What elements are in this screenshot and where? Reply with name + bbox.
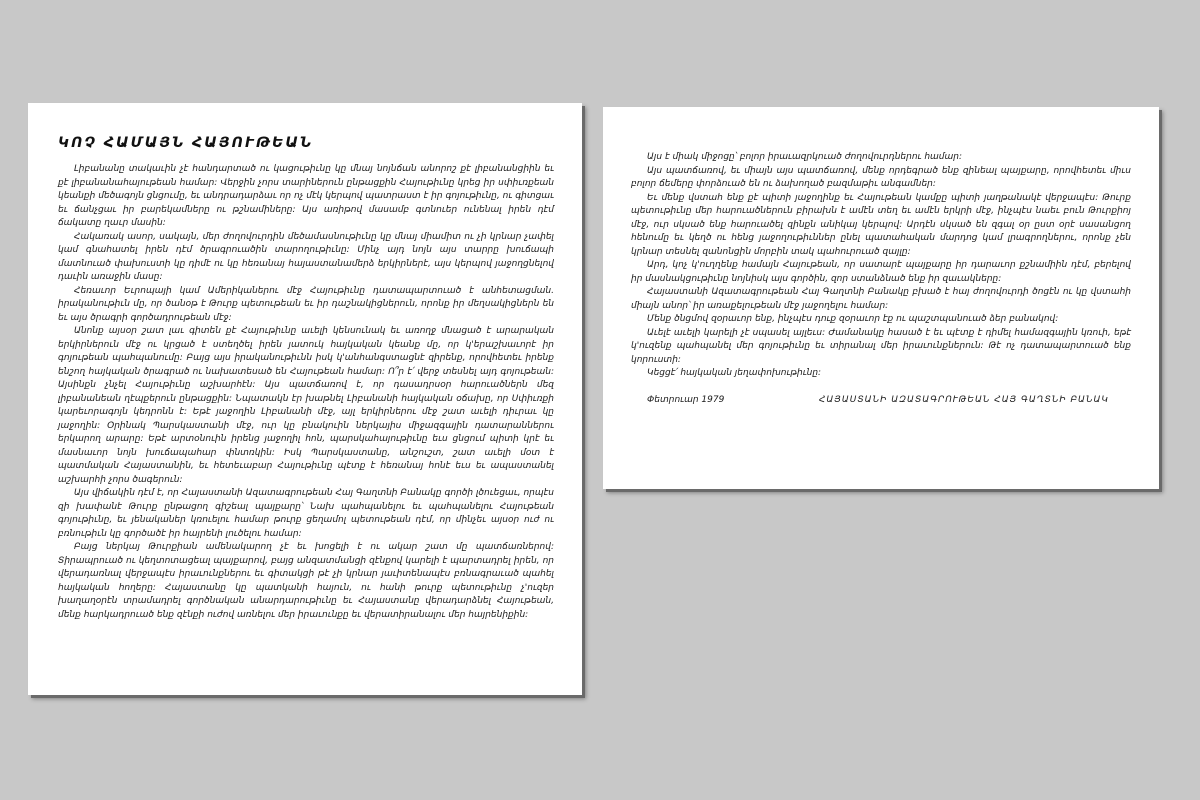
paragraph: Այս պատճառով, եւ միայն այս պատճառով, մենք որդեգրած ենք զինեալ պայքարը, որովհետեւ միւս բոլոր ճեմերը փորձուած են ու ձախողած բազմաթիւ անգամներ: (631, 165, 1131, 189)
document-page-right (603, 107, 1159, 489)
paragraph: Արդ, կոչ կ'ուղղենք համայն Հայութեան, որ սատարէ պայքարը իր դարաւոր քշնամիին դէմ, բերելով իր մասնակցութիւնը նոյնիսկ այս գործին, զոր ստանձնած ենք իր զաւակները: (631, 260, 1131, 284)
paragraph: Կեցցէ՛ հայկական յեղափոխութիւնը: (647, 368, 822, 378)
paragraph: Հեռաւոր Եւրոպայի կամ Ամերիկաներու մէջ Հայութիւնը դատապարտուած է անհետացման. իրականութիւն մը, որ ծանօթ է Թուրք պետութեան եւ իր դաշնակիցներուն, որոնք իր մեղսակիցներն են եւ այս ծրագրի գործադրութեան մէջ: (58, 285, 554, 323)
paragraph: Այս է միակ միջոցը՝ բոլոր իրաւազրկուած ժողովուրդներու համար: (647, 152, 962, 162)
paragraph: Հայաստանի Ազատագրութեան Հայ Գաղտնի Բանակը բխած է հայ ժողովուրդի ծոցէն ու կը վստահի միայն անոր՝ իր առաքելութեան մէջ յաջողելու համար: (631, 287, 1131, 311)
document-signature: ՀԱՅԱՍՏԱՆԻ ԱԶԱՏԱԳՐՈՒԹԵԱՆ ՀԱՅ ԳԱՂՏՆԻ ԲԱՆԱԿ (818, 394, 1109, 405)
paragraph: Եւ մենք վստահ ենք քէ պիտի յաջողինք եւ Հայութեան կամքը պիտի յաղթանակէ վերջապէս: Թուրք պետութիւնը մեր հարուածներուն բիրախն է ամէն տեղ եւ ամէն երկրի մէջ, ինչպէս նաեւ բուն Թուրքիոյ մէջ, ուր սկսած ենք հարուածել զինքն անիկայ կերպով: Արդէն սկսած են զգալ օր ըստ օրէ սասանցող հենումը եւ կեղծ ու հենց յաջողութիւններ ընել պատահական մարդոց կամ լրագրողներու, որոնք չեն կրնար տեսնել զանոնցին մորբին տակ պահուրուած զայլը: (631, 192, 1131, 257)
paragraph: Աւելէ աւելի կարելի չէ սպասել այլեւս: Ժամանակը հասած է եւ պէտք է դիմել համազգային կռուի, եթէ կ'ուզենք պահպանել մեր գոյութիւնը եւ տիրանալ մեր իրաւունքներուն: Թէ ոչ դատապարտուած ենք կորուստի: (631, 327, 1131, 365)
document-footer (631, 395, 1131, 405)
document-title: ԿՈՉ ՀԱՄԱՅՆ ՀԱՅՈՒԹԵԱՆ (58, 135, 314, 151)
document-page-left (28, 103, 582, 695)
paragraph: Բայց ներկայ Թուրքիան ամենակարող չէ եւ խոցելի է ու ակար շատ մը պատճառներով: Տիրապրուած ու կեղտոտացեալ պայքարով, բայց անզատմանցի զէնքով կարելի է պարտադրել իրեն, որ վերադառնալ վերջապէս իրաւունքներու եւ գիտակցի թէ չի կրնար յաւիտենապէս բռնագրաւած պահել հայկական հողերը: Հայաստանը կը պատկանի հայուն, ու հանի թուրք պետութիւնը չ'ուզեր խաղաղօրէն տրամադրել գործնական անարդարութիւնը եւ Հայաստանը վերադարձնել Հայութեան, մենք հարկադրուած ենք զէնքի ուժով առնելու մեր իրաւունքը եւ վերատիրանալու մեր հայրենիքին: (58, 542, 554, 620)
document-date: Փետրուար 1979 (647, 394, 725, 405)
paragraph: Հակառակ ասոր, սակայն, մեր ժողովուրդին մեծամասնութիւնը կը մնայ միամիտ ու չի կրնար չափել կամ գնահատել իրեն դէմ ծրագրուածին տարողութիւնը: Մինչ այդ նոյն այս տարրը խուճապի մատնուած փախուստի կը դիմէ ու կը հեռանայ հայաստանամերձ երկիրներէ, այս կերպով յաջողցնելով դաւին առաջին մասը: (58, 231, 554, 282)
paragraph: Անոնք այսօր շատ լաւ գիտեն քէ Հայութիւնը աւելի կենսունակ եւ առողջ մնացած է արարական երկիրներուն մէջ ու կրցած է ստեղծել իրեն յատուկ հայկական կեանք մը, որ կ'երաշխաւորէ իր գոյութեան պահպանումը: Բայց այս իրականութիւնն իսկ կ'անհանգստացնէ զիրենք, որովհետեւ իրենք ենշող հայկական ծրագրած ու նախատեսած են Հայութեան համար: Ո՞ր է՛ վերջ տեսնել այդ գոյութեան: Այսինքն չնչել Հայութիւնը աշխարհէն: Այս պատճառով է, որ դասադրսօր հարուածներն մեզ լիբանանեան ղէպքերուն ընթացքին: Նպատակն էր խաթնել Լիբանանի հայկական օճախը, որ Սփիւռքի կարեւորագոյն կեդրոնն է: Եթէ յաջողին Լիբանանի մէջ, այլ երկիրներու մէջ շատ աւելի դիւրաւ կը յաջողին: Օրինակ Պարսկաստանի մէջ, ուր կը բնակուին ներկայիս միջազգային դատարաններու երկարող արարը: Եթէ արտօնուին իրենց յաջողիլ հոն, պարսկահայութիւնը եւս ցնցում պիտի կրէ եւ մասնաւոր նոյն խուճապահար փնտռկին: Իսկ Պարսկաստանը, անշուշտ, շատ աւելի մօտ է պատմական Հայաստանին, եւ հետեւաբար Հայութիւնը պէտք է հեռանայ հոնէ եւս եւ ապաստանել աշխարհի չորս ծագերուն: (58, 326, 554, 485)
paragraph: Լիբանանը տակաւին չէ հանդարտած ու կացութիւնը կը մնայ նոյնճան անորոշ քէ լիբանանցիին եւ քէ լիբանանահայութեան համար: Վերջին չորս տարիներուն ընթացքին Հայութիւնը կրեց իր սփիւռքեան կեանքի մեծագոյն ցնցումը, եւ անդրադարձաւ որ ոչ մէկ կերպով պատրաստ է իր գոյութիւնը, ու գիտցաւ եւ ճանչցաւ իր բարեկամները ու թշնամիները: Այս առիթով մասամբ գտնուեր ունենալ իրեն դէմ ճակատը ղաւր մասին: (58, 164, 554, 228)
paragraph: Այս վիճակին դէմ է, որ Հայաստանի Ազատագրութեան Հայ Գաղտնի Բանակը գործի լծուեցաւ, որպէս զի խափանէ Թուրք ընթացող գիշեալ պայքարը՝ Նախ պահպանելու եւ պահպանելու Հայութեան գոյութիւնը, եւ յենականեր կռուելու համար թուրք ցեղամոլ պետութեան դէմ, որ մինչեւ այսօր ուժ ու բռնութիւն կը գործածէ իր հայրենի լուծելու համար: (58, 488, 554, 539)
paragraph: Մենք ծնցմով զօրաւոր ենք, ինչպէս դուք զօրաւոր էք ու պաշտպանուած ձեր բանակով: (647, 314, 1059, 324)
